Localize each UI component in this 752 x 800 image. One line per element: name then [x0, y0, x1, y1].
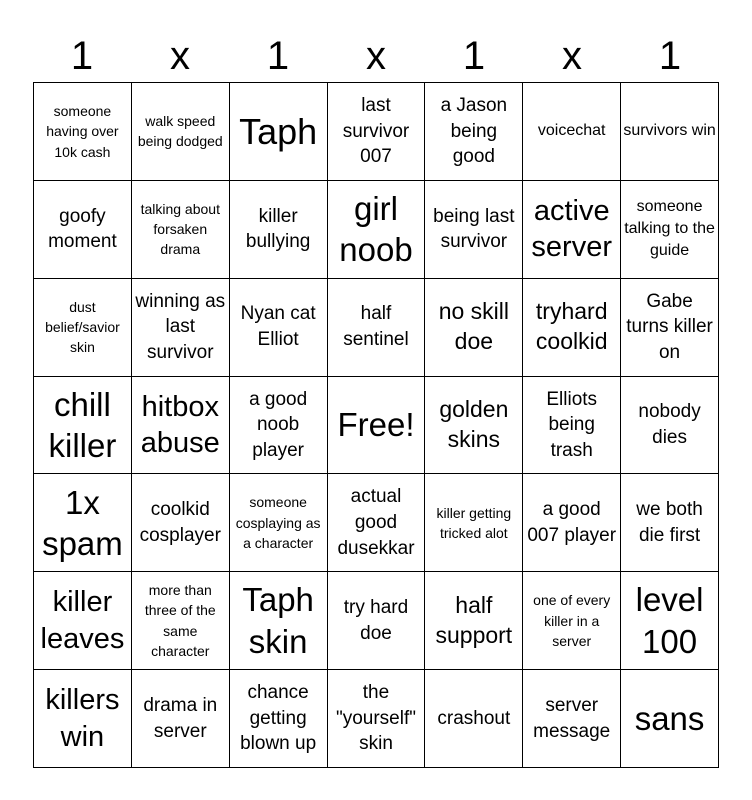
free-space[interactable]: Free! — [328, 377, 426, 475]
header-letter: 1 — [462, 34, 486, 78]
bingo-cell[interactable]: someone having over 10k cash — [34, 83, 132, 181]
bingo-cell[interactable]: voicechat — [523, 83, 621, 181]
bingo-header — [33, 30, 719, 82]
bingo-cell[interactable]: actual good dusekkar — [328, 474, 426, 572]
bingo-cell[interactable]: more than three of the same character — [132, 572, 230, 670]
bingo-cell[interactable]: server message — [523, 670, 621, 768]
bingo-cell[interactable]: Taph skin — [230, 572, 328, 670]
bingo-cell[interactable]: chill killer — [34, 377, 132, 475]
bingo-cell[interactable]: killer bullying — [230, 181, 328, 279]
bingo-cell[interactable]: nobody dies — [621, 377, 719, 475]
bingo-cell[interactable]: girl noob — [328, 181, 426, 279]
bingo-cell[interactable]: talking about forsaken drama — [132, 181, 230, 279]
bingo-cell[interactable]: active server — [523, 181, 621, 279]
bingo-cell[interactable]: half sentinel — [328, 279, 426, 377]
bingo-cell[interactable]: walk speed being dodged — [132, 83, 230, 181]
bingo-cell[interactable]: 1x spam — [34, 474, 132, 572]
header-letter: 1 — [70, 34, 94, 78]
bingo-cell[interactable]: half support — [425, 572, 523, 670]
bingo-cell[interactable]: hitbox abuse — [132, 377, 230, 475]
bingo-cell[interactable]: crashout — [425, 670, 523, 768]
bingo-cell[interactable]: no skill doe — [425, 279, 523, 377]
header-letter: 1 — [658, 34, 682, 78]
header-letter: x — [562, 34, 582, 78]
header-letter: x — [170, 34, 190, 78]
bingo-cell[interactable]: Gabe turns killer on — [621, 279, 719, 377]
bingo-cell[interactable]: someone talking to the guide — [621, 181, 719, 279]
header-letter: 1 — [266, 34, 290, 78]
bingo-cell[interactable]: winning as last survivor — [132, 279, 230, 377]
bingo-cell[interactable]: coolkid cosplayer — [132, 474, 230, 572]
bingo-cell[interactable]: the "yourself" skin — [328, 670, 426, 768]
bingo-cell[interactable]: killer getting tricked alot — [425, 474, 523, 572]
bingo-cell[interactable]: golden skins — [425, 377, 523, 475]
bingo-cell[interactable]: killer leaves — [34, 572, 132, 670]
bingo-cell[interactable]: Nyan cat Elliot — [230, 279, 328, 377]
bingo-cell[interactable]: drama in server — [132, 670, 230, 768]
bingo-cell[interactable]: goofy moment — [34, 181, 132, 279]
bingo-cell[interactable]: tryhard coolkid — [523, 279, 621, 377]
bingo-cell[interactable]: dust belief/savior skin — [34, 279, 132, 377]
bingo-cell[interactable]: being last survivor — [425, 181, 523, 279]
bingo-grid — [33, 82, 719, 768]
bingo-cell[interactable]: we both die first — [621, 474, 719, 572]
bingo-cell[interactable]: last survivor 007 — [328, 83, 426, 181]
bingo-cell[interactable]: killers win — [34, 670, 132, 768]
bingo-cell[interactable]: one of every killer in a server — [523, 572, 621, 670]
bingo-cell[interactable]: survivors win — [621, 83, 719, 181]
bingo-cell[interactable]: a good noob player — [230, 377, 328, 475]
bingo-cell[interactable]: a Jason being good — [425, 83, 523, 181]
bingo-cell[interactable]: Elliots being trash — [523, 377, 621, 475]
bingo-cell[interactable]: sans — [621, 670, 719, 768]
bingo-cell[interactable]: Taph — [230, 83, 328, 181]
bingo-cell[interactable]: someone cosplaying as a character — [230, 474, 328, 572]
header-letter: x — [366, 34, 386, 78]
bingo-cell[interactable]: a good 007 player — [523, 474, 621, 572]
bingo-cell[interactable]: try hard doe — [328, 572, 426, 670]
bingo-cell[interactable]: chance getting blown up — [230, 670, 328, 768]
bingo-cell[interactable]: level 100 — [621, 572, 719, 670]
